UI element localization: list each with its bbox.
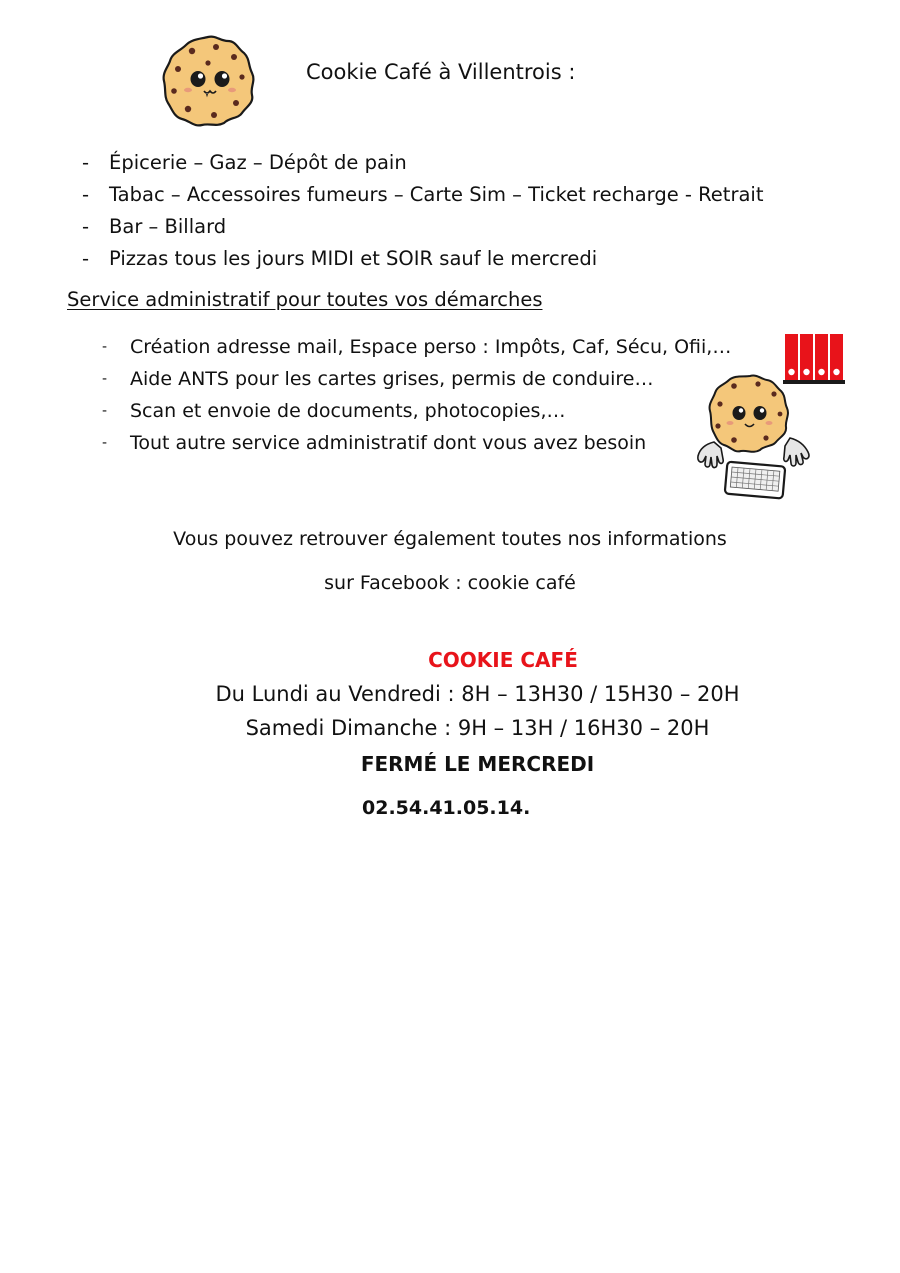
- list-item: - Scan et envoie de documents, photocopies,…: [102, 396, 731, 428]
- services-list: [82, 148, 763, 276]
- list-item: - Pizzas tous les jours MIDI et SOIR sauf le mercredi: [82, 244, 763, 276]
- bullet-dash: -: [82, 151, 90, 174]
- bullet-dash: -: [102, 403, 108, 419]
- list-item: - Tabac – Accessoires fumeurs – Carte Sim – Ticket recharge - Retrait: [82, 180, 763, 212]
- list-item: - Tout autre service administratif dont vous avez besoin: [102, 428, 731, 460]
- binders-icon: [783, 334, 845, 384]
- cafe-name-heading: COOKIE CAFÉ: [428, 648, 578, 672]
- list-item: - Aide ANTS pour les cartes grises, permis de conduire…: [102, 364, 731, 396]
- bullet-dash: -: [102, 339, 108, 355]
- admin-section-heading: Service administratif pour toutes vos démarches: [67, 288, 543, 311]
- phone-number: 02.54.41.05.14.: [362, 797, 531, 819]
- bullet-dash: -: [82, 183, 90, 206]
- opening-hours-weekday: Du Lundi au Vendredi : 8H – 13H30 / 15H30 – 20H: [215, 682, 740, 706]
- glove-left-icon: [698, 442, 723, 468]
- facebook-info-line-2: sur Facebook : cookie café: [324, 572, 576, 594]
- list-item: - Bar – Billard: [82, 212, 763, 244]
- bullet-dash: -: [102, 435, 108, 451]
- bullet-dash: -: [82, 247, 90, 270]
- page-title: Cookie Café à Villentrois :: [306, 60, 576, 84]
- laptop-icon: [725, 462, 786, 499]
- closed-day-notice: FERMÉ LE MERCREDI: [360, 752, 595, 776]
- glove-right-icon: [784, 438, 809, 466]
- opening-hours-weekend: Samedi Dimanche : 9H – 13H / 16H30 – 20H: [245, 716, 710, 740]
- bullet-dash: -: [82, 215, 90, 238]
- bullet-dash: -: [102, 371, 108, 387]
- facebook-info-line-1: Vous pouvez retrouver également toutes nos informations: [173, 528, 727, 550]
- cookie-mascot-icon: [158, 33, 258, 129]
- cookie-with-laptop-icon: [694, 330, 854, 504]
- list-item: - Création adresse mail, Espace perso : Impôts, Caf, Sécu, Ofii,…: [102, 332, 731, 364]
- admin-services-list: [102, 332, 731, 460]
- list-item: - Épicerie – Gaz – Dépôt de pain: [82, 148, 763, 180]
